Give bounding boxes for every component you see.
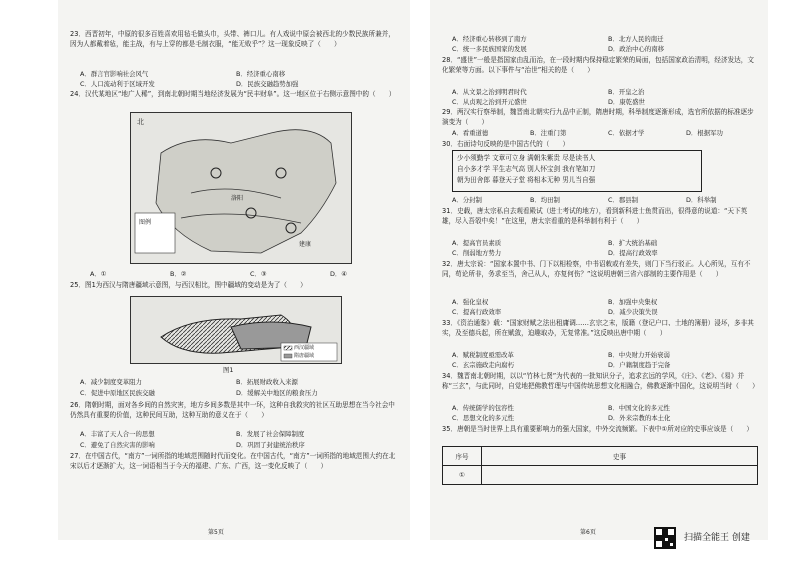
poem-box — [452, 150, 702, 192]
q29-option-d[interactable]: D．根据军功 — [686, 129, 723, 137]
q34-option-a[interactable]: A．传统儒学的包容性 — [452, 404, 514, 412]
q28-option-c[interactable]: C．从贞观之治到开元盛世 — [452, 98, 527, 106]
q27-option-b[interactable]: B．北方人民的南迁 — [608, 35, 664, 43]
q27-option-d[interactable]: D．政治中心的南移 — [608, 45, 665, 53]
q26-option-a[interactable]: A．丰富了天人合一的思想 — [80, 430, 155, 438]
q28-option-a[interactable]: A．从文景之治到明君时代 — [452, 88, 527, 96]
poem-line-3: 朝为田舍郎 暮登天子堂 将相本无种 男儿当自强 — [457, 176, 596, 184]
poem-line-1: 少小须勤学 文章可立身 满朝朱紫贵 尽是读书人 — [457, 154, 596, 162]
question-27: 27．在中国古代，“南方”一词所指的地域范围随时代而变化。在中国古代，“南方”一词所指的地域范围大约在北宋以后才逐渐扩大，这一词语相当于今天的福建、广东、广西，这一变化反映了（ ） — [70, 452, 396, 470]
q26-option-c[interactable]: C．避免了自然灾害的影响 — [80, 441, 155, 449]
map-svg — [131, 113, 351, 263]
q24-option-a[interactable]: A．① — [90, 270, 107, 278]
question-28: 28．“盛世”一般是指国家由乱而治，在一段时期内保持稳定繁荣的局面，包括国家政治清明，经济发达，文化繁荣等方面。以下事件与“治世”相关的是（ ） — [442, 56, 754, 74]
q33-option-c[interactable]: C．玄宗施政走向腐朽 — [452, 361, 514, 369]
q32-option-a[interactable]: A．强化皇权 — [452, 298, 489, 306]
q29-option-b[interactable]: B．注重门第 — [530, 129, 567, 137]
q25-option-d[interactable]: D．缓解关中地区的粮食压力 — [236, 389, 318, 397]
question-25: 25．图1为西汉与隋唐疆域示意图，与西汉相比，图中疆域的变动是为了（ ） — [70, 281, 307, 289]
q24-option-d[interactable]: D．④ — [330, 270, 348, 278]
q33-option-d[interactable]: D．户籍制度趋于完备 — [608, 361, 671, 369]
question-33: 33．《资治通鉴》载：“国家财赋之法出租庸调……玄宗之末，版籍（登记户口、土地的簿册）浸坏，多非其实，及至德兵起，所在赋敛，迫趣取办，无复常准。”这反映出唐中期（ ） — [442, 319, 754, 337]
q26-option-b[interactable]: B．发展了社会保障制度 — [236, 430, 305, 438]
question-30: 30．右面诗句反映的是中国古代的（ ） — [442, 140, 570, 148]
table-header-row — [443, 447, 758, 466]
q23-option-d[interactable]: D．民族交融趋势加强 — [236, 80, 299, 88]
figure-caption: 图1 — [223, 366, 234, 374]
q34-option-c[interactable]: C．思想文化的多元性 — [452, 414, 514, 422]
map-china-regions — [130, 112, 352, 264]
q30-option-b[interactable]: B．均田制 — [530, 196, 560, 204]
q30-option-c[interactable]: C．郡县制 — [608, 196, 639, 204]
qr-code-icon — [654, 527, 676, 549]
q34-option-b[interactable]: B．中国文化的多元性 — [608, 404, 670, 412]
q24-option-b[interactable]: B．② — [170, 270, 187, 278]
q28-option-d[interactable]: D．康乾盛世 — [608, 98, 645, 106]
city-label-luoyang: 洛阳 — [231, 195, 244, 202]
q26-option-d[interactable]: D．巩固了封建统治秩序 — [236, 441, 305, 449]
table-header-index: 序号 — [443, 447, 482, 466]
question-32: 32．唐太宗说：“国家本置中书、门下以相检察，中书诏敕或有差失，则门下当行驳正。人心所见，互有不同，苟论所非，务求至当，舍己从人，亦复何伤？”这说明唐朝三省六部制的主要作用是（ ） — [442, 260, 751, 278]
q25-option-c[interactable]: C．促进中原地区民族交融 — [80, 389, 155, 397]
q31-option-b[interactable]: B．扩大统治基础 — [608, 239, 658, 247]
q31-option-d[interactable]: D．提高行政效率 — [608, 249, 658, 257]
q25-option-b[interactable]: B．拓展财政收入来源 — [236, 378, 298, 386]
legend-item-sui-tang: 隋唐疆域 — [294, 353, 315, 359]
question-31: 31．史载，唐太宗私自去观看殿试（进士考试的地方），看到新科进士鱼贯而出，很得意的说道：“天下英雄，尽入吾彀中矣！”在这里，唐太宗看重的是科举制有利于（ ） — [442, 207, 748, 225]
question-34: 34．魏晋南北朝时期，以以“竹林七贤”为代表的一批知识分子，追求玄远的学风，《庄》、《老》、《易》并称“三玄”，与此同时，自觉地把佛教哲理与中国传统思想文化相融合，佛教逐渐中国化，这说明当时（ ） — [442, 372, 759, 390]
question-24: 24．汉代某地区“地广人稀”，到南北朝时期当地经济发展为“民丰财阜”。这一地区位于右侧示意图中的（ ） — [70, 90, 396, 98]
q27-option-a[interactable]: A．经济重心转移到了南方 — [452, 35, 527, 43]
city-label-jiankang: 建康 — [299, 241, 312, 248]
q32-option-b[interactable]: B．加强中央集权 — [608, 298, 658, 306]
table-header-event: 史事 — [482, 447, 758, 466]
q24-option-c[interactable]: C．③ — [250, 270, 267, 278]
map-han-sui-tang — [130, 296, 342, 364]
right-page — [430, 0, 768, 540]
q29-option-c[interactable]: C．依据才学 — [608, 129, 645, 137]
q31-option-a[interactable]: A．提高官员素质 — [452, 239, 502, 247]
q30-option-d[interactable]: D．科举制 — [686, 196, 717, 204]
q34-option-d[interactable]: D．外来宗教的本土化 — [608, 414, 671, 422]
q27-option-c[interactable]: C．统一多民族国家的发展 — [452, 45, 527, 53]
question-23: 23．西晋初年，中原的很多百姓喜欢用毡毛做头巾，头带、裤口儿。有人戏说中原会被西北的少数民族所兼并，因为人都戴着毡，能主战，有与上穿的都是毛制衣服，“能无败乎”？这一现象反映了（ ） — [70, 30, 395, 48]
q28-option-b[interactable]: B．开皇之治 — [608, 88, 645, 96]
q33-option-a[interactable]: A．赋税制度亟需改革 — [452, 351, 514, 359]
table-row — [443, 466, 758, 485]
question-29: 29．两汉实行察举制，魏晋南北朝实行九品中正制，隋唐时期，科举制度逐渐形成，选官所依据的标准逐步演变为（ ） — [442, 108, 754, 126]
question-26: 26．隋朝时期，面对各乡间的自然灾害，地方乡间多数是其中一环，这种自我救灾的社区互助思想在当今社会中仍然具有重要的价值，这种民间互助，这种互助的意义在于（ ） — [70, 401, 395, 419]
table-cell-event — [482, 466, 758, 485]
q32-option-d[interactable]: D．减少决策失误 — [608, 308, 658, 316]
history-table — [442, 446, 758, 485]
q25-option-a[interactable]: A．减少制度变革阻力 — [80, 378, 142, 386]
q32-option-c[interactable]: C．提高行政效率 — [452, 308, 502, 316]
north-arrow-label: 北 — [137, 118, 144, 126]
q30-option-a[interactable]: A．分封制 — [452, 196, 482, 204]
table-cell-index: ① — [443, 466, 482, 485]
q23-option-b[interactable]: B．经济重心南移 — [236, 70, 286, 78]
q23-option-a[interactable]: A．群言官影响社会风气 — [80, 70, 149, 78]
question-35: 35．唐朝是当时世界上具有重要影响力的强大国家，中外交流频繁。下表中①所对应的史事应该是（ ） — [442, 425, 754, 433]
page-number-5: 第5页 — [208, 529, 224, 536]
left-page — [58, 0, 410, 540]
scanner-watermark: 扫描全能王 创建 — [684, 533, 750, 543]
map-legend-title: 图例 — [139, 219, 152, 226]
q29-option-a[interactable]: A．看重道德 — [452, 129, 489, 137]
q23-option-c[interactable]: C．人口流动利于区域开发 — [80, 80, 155, 88]
q31-option-c[interactable]: C．削弱地方势力 — [452, 249, 502, 257]
legend-item-han: 西汉疆域 — [294, 345, 315, 351]
q33-option-b[interactable]: B．中央财力开始衰弱 — [608, 351, 670, 359]
poem-line-2: 自小多才学 平生志气高 别人怀宝剑 我有笔如刀 — [457, 165, 596, 173]
page-number-6: 第6页 — [580, 529, 596, 536]
